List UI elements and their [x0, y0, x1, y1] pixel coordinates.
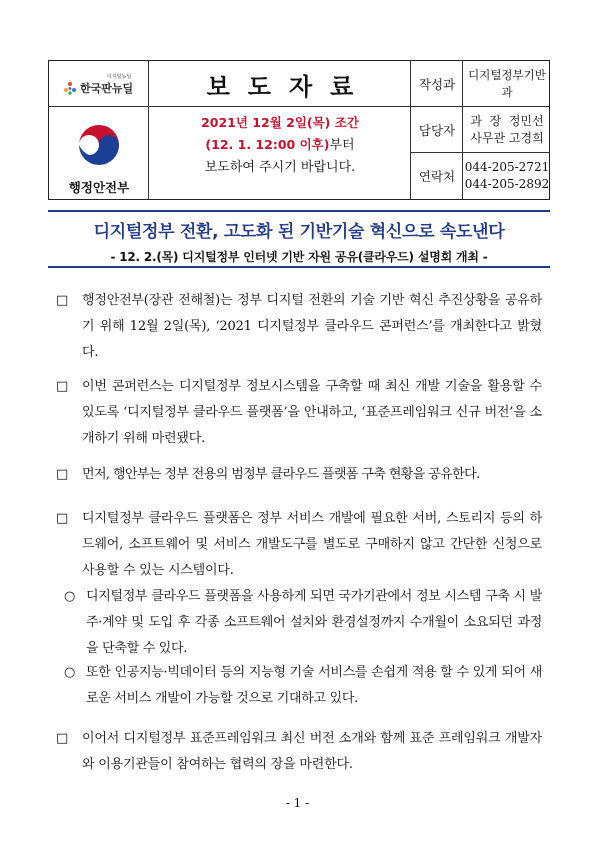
circle-bullet: ○: [64, 665, 76, 680]
phone-number-1: 044-205-2721: [464, 160, 550, 174]
paragraph-text: 먼저, 행안부는 정부 전용의 범정부 클라우드 플랫폼 구축 현황을 공유한다.: [82, 467, 480, 482]
phone-label: 연락처: [418, 169, 456, 184]
headline-title: 디지털정부 전환, 고도화 된 기반기술 혁신으로 속도낸다: [93, 222, 505, 242]
circle-bullet: ○: [64, 589, 76, 604]
page-number: - 1 -: [285, 796, 310, 810]
sub-item-1: [64, 584, 542, 662]
body-paragraph-2: [56, 374, 542, 452]
body-paragraph-1: [56, 288, 542, 366]
contact-person-label: 담당자: [418, 123, 456, 138]
embargo-notice: [149, 107, 411, 201]
square-bullet: □: [56, 293, 69, 308]
paragraph-text: 이번 콘퍼런스는 디지털정부 정보시스템을 구축할 때 최신 개발 기술을 활용할 수 있도록 ‘디지털정부 클라우드 플랫폼’을 안내하고, ‘표준프레임워크 신규 버전’을 소개하기 위해 마련됐다.: [82, 379, 542, 446]
body-paragraph-5: [56, 726, 542, 778]
embargo-from: 부터: [329, 138, 355, 153]
brand-name: 한국판뉴딜: [80, 82, 134, 95]
ministry-name: 행정안전부: [68, 180, 130, 195]
new-deal-mark-icon: [63, 81, 77, 95]
body-paragraph-4: [56, 506, 542, 584]
paragraph-text: 디지털정부 클라우드 플랫폼은 정부 서비스 개발에 필요한 서버, 스토리지 등의 하드웨어, 소프트웨어 및 서비스 개발도구를 별도로 구매하지 않고 간단한 신청으로 사용할 수 있는 시스템이다.: [82, 511, 542, 578]
phone-value: [463, 153, 551, 199]
embargo-request: 보도하여 주시기 바랍니다.: [204, 160, 356, 175]
brand-top-label: 디지털뉴딜: [107, 74, 132, 80]
body-paragraph-3: [56, 462, 542, 488]
sub-item-text: 디지털정부 클라우드 플랫폼을 사용하게 되면 국가기관에서 정보 시스템 구축 시 발주·계약 및 도입 후 각종 소프트웨어 설치와 환경설정까지 수개월이 소요되던 과정을 단축할 수 있다.: [86, 589, 542, 656]
phone-number-2: 044-205-2892: [464, 177, 550, 191]
embargo-date: 2021년 12월 2일(목) 조간: [201, 115, 359, 130]
paragraph-text: 이어서 디지털정부 표준프레임워크 최신 버전 소개와 함께 표준 프레임워크 개발자와 이용기관들이 참여하는 협력의 장을 마련한다.: [82, 731, 542, 772]
square-bullet: □: [56, 731, 69, 746]
title-text: 보도자료: [206, 72, 372, 101]
square-bullet: □: [56, 379, 69, 394]
headline-box: [48, 210, 550, 268]
press-header-table: [48, 60, 550, 200]
headline-subtitle: - 12. 2.(목) 디지털정부 인터넷 기반 자원 공유(클라우드) 설명회 개최 -: [110, 250, 488, 264]
author-dept-value: 디지털정부기반과: [468, 68, 546, 99]
press-release-title: [149, 61, 411, 107]
officer-name: 사무관 고경희: [470, 131, 544, 145]
sub-item-text: 또한 인공지능·빅데이터 등의 지능형 기술 서비스를 손쉽게 적용 할 수 있게 되어 새로운 서비스 개발이 가능할 것으로 기대하고 있다.: [86, 665, 542, 706]
korean-new-deal-logo: [63, 73, 143, 97]
paragraph-text: 행정안전부(장관 전해철)는 정부 디지털 전환의 기술 기반 혁신 추진상황을 공유하기 위해 12월 2일(목), ‘2021 디지털정부 클라우드 콘퍼런스’를 개최한다고 밝혔다.: [82, 293, 542, 360]
government-emblem-icon: [73, 121, 125, 173]
contact-person-value: [463, 107, 551, 153]
square-bullet: □: [56, 511, 69, 526]
embargo-time: (12. 1. 12:00 이후): [205, 137, 330, 152]
author-dept-label: 작성과: [418, 77, 456, 92]
square-bullet: □: [56, 467, 69, 482]
logo-cell: [49, 61, 149, 201]
embargo-time-line: [149, 134, 411, 157]
sub-item-2: [64, 660, 542, 712]
director-name: 과 장 정민선: [470, 114, 544, 128]
